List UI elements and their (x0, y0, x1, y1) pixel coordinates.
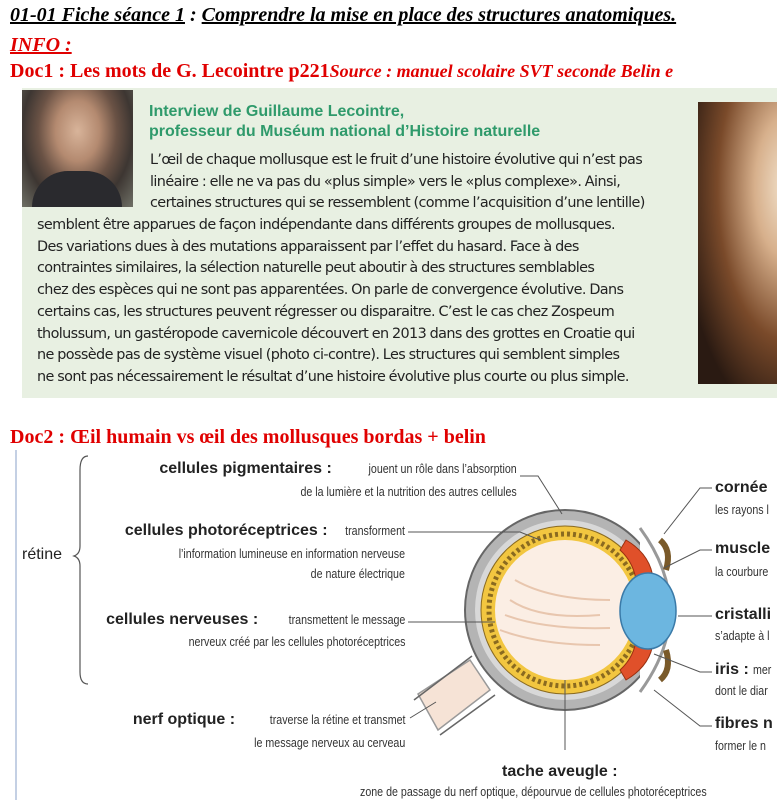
muscle-title: muscle (715, 540, 771, 557)
interview-title-line-1: Interview de Guillaume Lecointre, (149, 103, 405, 120)
iris-label (715, 661, 776, 679)
pigment-cells-desc-1: jouent un rôle dans l’absorption (368, 461, 517, 476)
optic-nerve-title: nerf optique : (132, 711, 236, 728)
zospeum-photo (698, 102, 777, 384)
interview-line: L’œil de chaque mollusque est le fruit d’une histoire évolutive qui n’est pas (150, 152, 643, 168)
lens-desc: s’adapte à l (715, 628, 770, 643)
muscle-desc: la courbure (715, 564, 769, 579)
pigment-cells-desc-2: de la lumière et la nutrition des autres cellules (300, 484, 517, 499)
title-prefix: 01-01 Fiche séance 1 (10, 4, 185, 26)
optic-nerve-label (133, 711, 405, 729)
iris-title: iris : (715, 661, 749, 678)
page-title (10, 4, 777, 27)
title-separator: : (184, 4, 202, 26)
interview-title-line-2: professeur du Muséum national d’Histoire naturelle (149, 123, 541, 140)
photoreceptor-desc-line2 (129, 545, 405, 563)
doc1-source: Source : manuel scolaire SVT seconde Belin e (329, 61, 674, 81)
info-label: INFO : (10, 34, 72, 56)
eye-diagram (0, 450, 777, 800)
lecointre-portrait (22, 90, 133, 207)
fibres-title: fibres n (715, 715, 773, 732)
photoreceptor-cells-desc-2: l’information lumineuse en information nerveuse (178, 546, 405, 561)
photoreceptor-desc-line3 (290, 565, 405, 583)
pigment-cells-label (159, 460, 517, 478)
pigment-cells-title: cellules pigmentaires : (159, 460, 332, 477)
interview-box (22, 88, 777, 398)
doc2-heading: Doc2 : Œil humain vs œil des mollusques bordas + belin (10, 426, 486, 448)
interview-line: contraintes similaires, la sélection naturelle peut aboutir à des structures semblables (37, 260, 595, 277)
nerve-cells-title: cellules nerveuses : (106, 611, 259, 628)
interview-line: Des variations dues à des mutations apparaissent par l’effet du hasard. Face à des (37, 238, 579, 255)
interview-line: semblent être apparues de façon indépendante dans différents groupes de mollusques. (37, 217, 615, 233)
fibres-desc: former le n (715, 738, 766, 753)
interview-line: certaines structures qui se ressemblent (comme l’acquisition d’une lentille) (150, 195, 645, 212)
title-main: Comprendre la mise en place des structures anatomiques. (201, 4, 677, 26)
interview-line: ne sont pas nécessairement le résultat d’une histoire évolutive plus courte ou plus simple. (37, 368, 629, 385)
photoreceptor-cells-desc-3: de nature électrique (310, 566, 405, 581)
optic-nerve-desc-2: le message nerveux au cerveau (253, 735, 405, 750)
interview-text-full (37, 215, 697, 389)
photoreceptor-cells-label (125, 522, 405, 540)
cornea-title: cornée (715, 479, 768, 496)
blind-spot-desc: zone de passage du nerf optique, dépourvue de cellules photoréceptrices (360, 784, 707, 799)
pigment-cells-desc-line2 (253, 483, 517, 501)
interview-text-indented (150, 150, 690, 215)
nerve-cells-desc-line2 (141, 633, 405, 651)
optic-nerve-desc-line2 (221, 734, 405, 752)
lens-title: cristalli (715, 606, 772, 623)
optic-nerve-desc-1: traverse la rétine et transmet (269, 712, 405, 727)
interview-line: linéaire : elle ne va pas du «plus simple» vers le «plus complexe». Ainsi, (150, 173, 621, 190)
iris-desc-1: mer (753, 662, 772, 677)
photoreceptor-cells-title: cellules photoréceptrices : (124, 522, 328, 539)
iris-desc-2: dont le diar (715, 683, 768, 698)
photoreceptor-cells-desc-1: transforment (345, 523, 405, 538)
nerve-cells-desc-2: nerveux créé par les cellules photoréceptrices (188, 634, 405, 649)
nerve-cells-label (106, 611, 405, 629)
blind-spot-title: tache aveugle : (502, 763, 618, 780)
nerve-cells-desc-1: transmettent le message (288, 612, 405, 627)
interview-line: chez des espèces qui ne sont pas apparentées. On parle de convergence évolutive. Dans (37, 282, 624, 299)
interview-line: certains cas, les structures peuvent régresser ou disparaitre. C’est le cas chez Zospeum (37, 303, 615, 320)
interview-title (149, 102, 540, 142)
cornea-desc: les rayons l (715, 502, 769, 517)
retina-label: rétine (22, 546, 63, 563)
interview-line: ne possède pas de système visuel (photo ci-contre). Les structures qui semblent simples (37, 347, 620, 364)
doc1-heading (10, 60, 673, 83)
interview-line: tholussum, un gastéropode cavernicole découvert en 2013 dans des grottes en Croatie qui (37, 325, 635, 342)
doc1-heading-text: Doc1 : Les mots de G. Lecointre p221 (10, 60, 330, 82)
